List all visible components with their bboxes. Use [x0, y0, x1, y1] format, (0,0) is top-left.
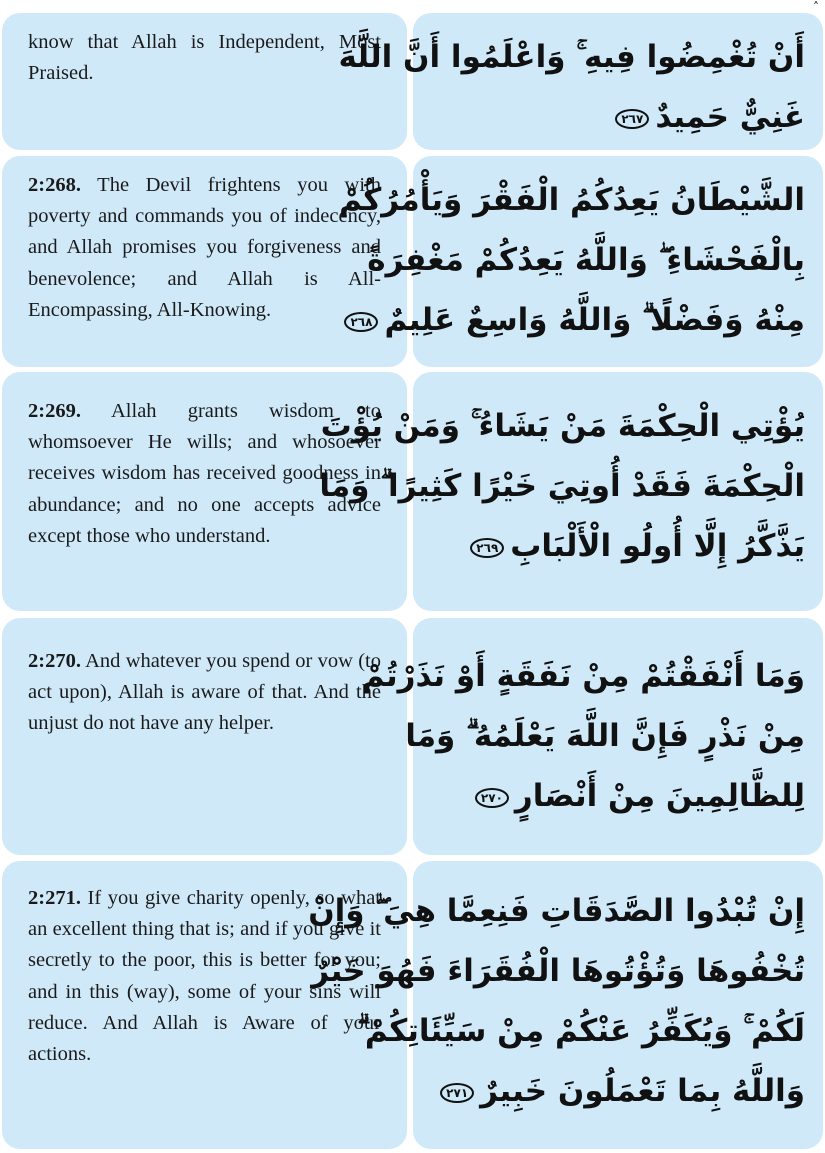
arabic-line: تُخْفُوهَا وَتُؤْتُوهَا الْفُقَرَاءَ فَهُوَ خَيْرٌ [311, 953, 805, 989]
translation-body: If you give charity openly, so what an excellent thing that is; and if you give it secretly to the poor, this is better for you; and in this (way), some of your sins will reduce. And Allah is Aware of your actions. [28, 887, 382, 1066]
arabic-line-text: لِلظَّالِمِينَ مِنْ أَنْصَارٍ [514, 778, 805, 814]
ayah-end-marker: ٢٧١ [440, 1083, 474, 1103]
arabic-line: الشَّيْطَانُ يَعِدُكُمُ الْفَقْرَ وَيَأْمُرُكُمْ [338, 182, 805, 218]
ayah-end-marker: ٢٦٨ [344, 312, 378, 332]
arabic-line: وَمَا أَنْفَقْتُمْ مِنْ نَفَقَةٍ أَوْ نَذَرْتُمْ [361, 658, 805, 694]
arabic-line [431, 1061, 805, 1121]
ayah-end-marker: ٢٦٩ [470, 538, 504, 558]
verse-row [0, 372, 825, 611]
arabic-line [431, 766, 805, 826]
arabic-line-text: وَاللَّهُ بِمَا تَعْمَلُونَ خَبِيرٌ [480, 1073, 805, 1109]
arabic-line-text: يَذَّكَّرُ إِلَّا أُولُو الْأَلْبَابِ [510, 528, 805, 564]
arabic-line: يُؤْتِي الْحِكْمَةَ مَنْ يَشَاءُ ۚ وَمَنْ يُؤْتَ [320, 408, 805, 444]
arabic-line: لَكُمْ ۚ وَيُكَفِّرُ عَنْكُمْ مِنْ سَيِّئَاتِكُمْ ۗ [357, 1013, 805, 1049]
arabic-line-text: غَنِيٌّ حَمِيدٌ [655, 99, 805, 135]
arabic-line [431, 87, 805, 147]
verse-row [0, 156, 825, 367]
translation-cell [2, 618, 407, 855]
arabic-line: أَنْ تُغْمِضُوا فِيهِ ۚ وَاعْلَمُوا أَنَّ اللَّهَ [338, 39, 805, 75]
verse-row [0, 861, 825, 1149]
arabic-cell [361, 618, 823, 855]
arabic-line: إِنْ تُبْدُوا الصَّدَقَاتِ فَنِعِمَّا هِيَ ۖ وَإِنْ [308, 893, 805, 929]
arabic-line: مِنْ نَذْرٍ فَإِنَّ اللَّهَ يَعْلَمُهُ ۗ وَمَا [405, 718, 805, 754]
verse-row [0, 13, 825, 150]
corner-mark: ˄ [813, 0, 819, 14]
translation-body: The Devil frightens you with poverty and commands you of indecency, and Allah promises you forgiveness and benevolence; and Allah is All-Encompassing, All-Knowing. [28, 174, 381, 321]
translation-body: And whatever you spend or vow (to act upon), Allah is aware of that. And the unjust do not have any helper. [28, 650, 381, 735]
verse-row [0, 618, 825, 855]
verse-reference: 2:268. [28, 174, 81, 196]
arabic-cell [338, 13, 823, 150]
arabic-line [431, 516, 805, 576]
translation-text [28, 27, 381, 89]
arabic-cell [338, 156, 823, 367]
arabic-line: بِالْفَحْشَاءِ ۖ وَاللَّهُ يَعِدُكُمْ مَغْفِرَةً [367, 242, 805, 278]
verse-reference: 2:271. [28, 887, 81, 909]
verse-reference: 2:270. [28, 650, 81, 672]
arabic-line: الْحِكْمَةَ فَقَدْ أُوتِيَ خَيْرًا كَثِيرًا ۗ وَمَا [319, 468, 805, 504]
translation-text [28, 646, 381, 740]
arabic-line-text: مِنْهُ وَفَضْلًا ۗ وَاللَّهُ وَاسِعٌ عَلِيمٌ [384, 302, 805, 338]
arabic-line [350, 290, 805, 350]
translation-body: Allah grants wisdom to whomsoever He wills; and whosoever receives wisdom has received goodness in abundance; and no one accepts advice except those who understand. [28, 400, 382, 547]
arabic-cell [308, 861, 823, 1149]
translation-text [28, 170, 381, 326]
translation-body: know that Allah is Independent, Most Praised. [28, 31, 381, 85]
ayah-end-marker: ٢٧٠ [475, 788, 509, 808]
ayah-end-marker: ٢٦٧ [615, 109, 649, 129]
verse-reference: 2:269. [28, 400, 81, 422]
arabic-cell [319, 372, 823, 611]
